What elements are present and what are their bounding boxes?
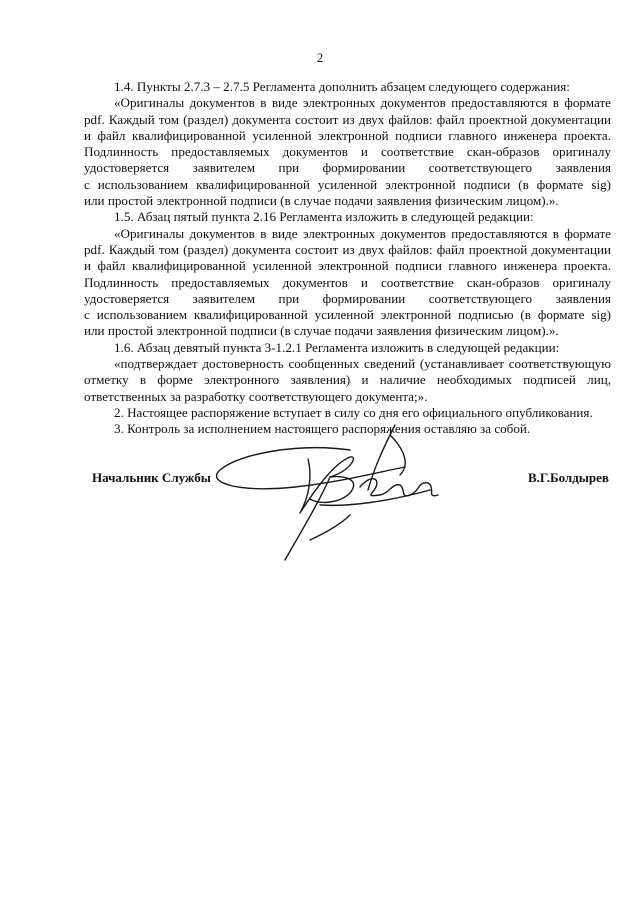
signatory-name: В.Г.Болдырев: [528, 470, 609, 485]
text-line: ответственных за разработку соответствующего документа;».: [84, 388, 428, 404]
text-line: или простой электронной подписи (в случае подачи заявления физическим лицом).».: [84, 323, 559, 339]
paragraph-1-4-quote: [84, 95, 611, 209]
text-line: «подтверждает достоверность сообщенных сведений (устанавливает соответствующую: [114, 356, 611, 372]
text-line: pdf. Каждый том (раздел) документа состоит из двух файлов: файл проектной документации: [84, 241, 611, 257]
text-line: 1.5. Абзац пятый пункта 2.16 Регламента изложить в следующей редакции:: [114, 209, 534, 225]
text-line: Подлинность предоставляемых документов и соответствие скан-образов оригиналу: [84, 274, 611, 290]
text-line: или простой электронной подписи (в случае подачи заявления физическим лицом).».: [84, 193, 559, 209]
text-line: «Оригиналы документов в виде электронных документов предоставляются в формате: [114, 95, 611, 111]
paragraph-1-6-quote: [84, 356, 611, 405]
text-line: и файл квалифицированной усиленной электронной подписи главного инженера проекта.: [84, 127, 611, 143]
text-line: Подлинность предоставляемых документов и соответствие скан-образов оригиналу: [84, 144, 611, 160]
page-number: 2: [316, 50, 324, 65]
text-line: 1.4. Пункты 2.7.3 – 2.7.5 Регламента дополнить абзацем следующего содержания:: [114, 79, 570, 94]
text-line: 2. Настоящее распоряжение вступает в силу со дня его официального опубликования.: [114, 404, 593, 420]
text-line: и файл квалифицированной усиленной электронной подписи главного инженера проекта.: [84, 258, 611, 274]
text-line: pdf. Каждый том (раздел) документа состоит из двух файлов: файл проектной документации: [84, 111, 611, 127]
text-line: отметку в форме электронного заявления) и наличие необходимых подписей лиц,: [84, 372, 611, 388]
paragraph-1-5: [84, 209, 611, 225]
text-line: с использованием квалифицированной усиленной электронной подписи (в формате sig): [84, 176, 611, 192]
paragraph-1-6: [84, 340, 611, 356]
paragraph-1-4: [84, 79, 611, 95]
text-line: удостоверяется заявителем при формировании соответствующего заявления: [84, 290, 611, 306]
signature-block: [0, 470, 640, 490]
text-line: 1.6. Абзац девятый пункта 3-1.2.1 Регламента изложить в следующей редакции:: [114, 339, 560, 355]
document-body: [84, 79, 611, 438]
paragraph-1-5-quote: [84, 226, 611, 340]
handwritten-signature: [200, 415, 460, 565]
text-line: удостоверяется заявителем при формировании соответствующего заявления: [84, 160, 611, 176]
text-line: с использованием квалифицированной усиленной электронной подписью (в формате sig): [84, 307, 611, 323]
text-line: 3. Контроль за исполнением настоящего распоряжения оставляю за собой.: [114, 421, 531, 437]
signatory-role: Начальник Службы: [92, 470, 211, 485]
text-line: «Оригиналы документов в виде электронных документов предоставляются в формате: [114, 225, 611, 241]
